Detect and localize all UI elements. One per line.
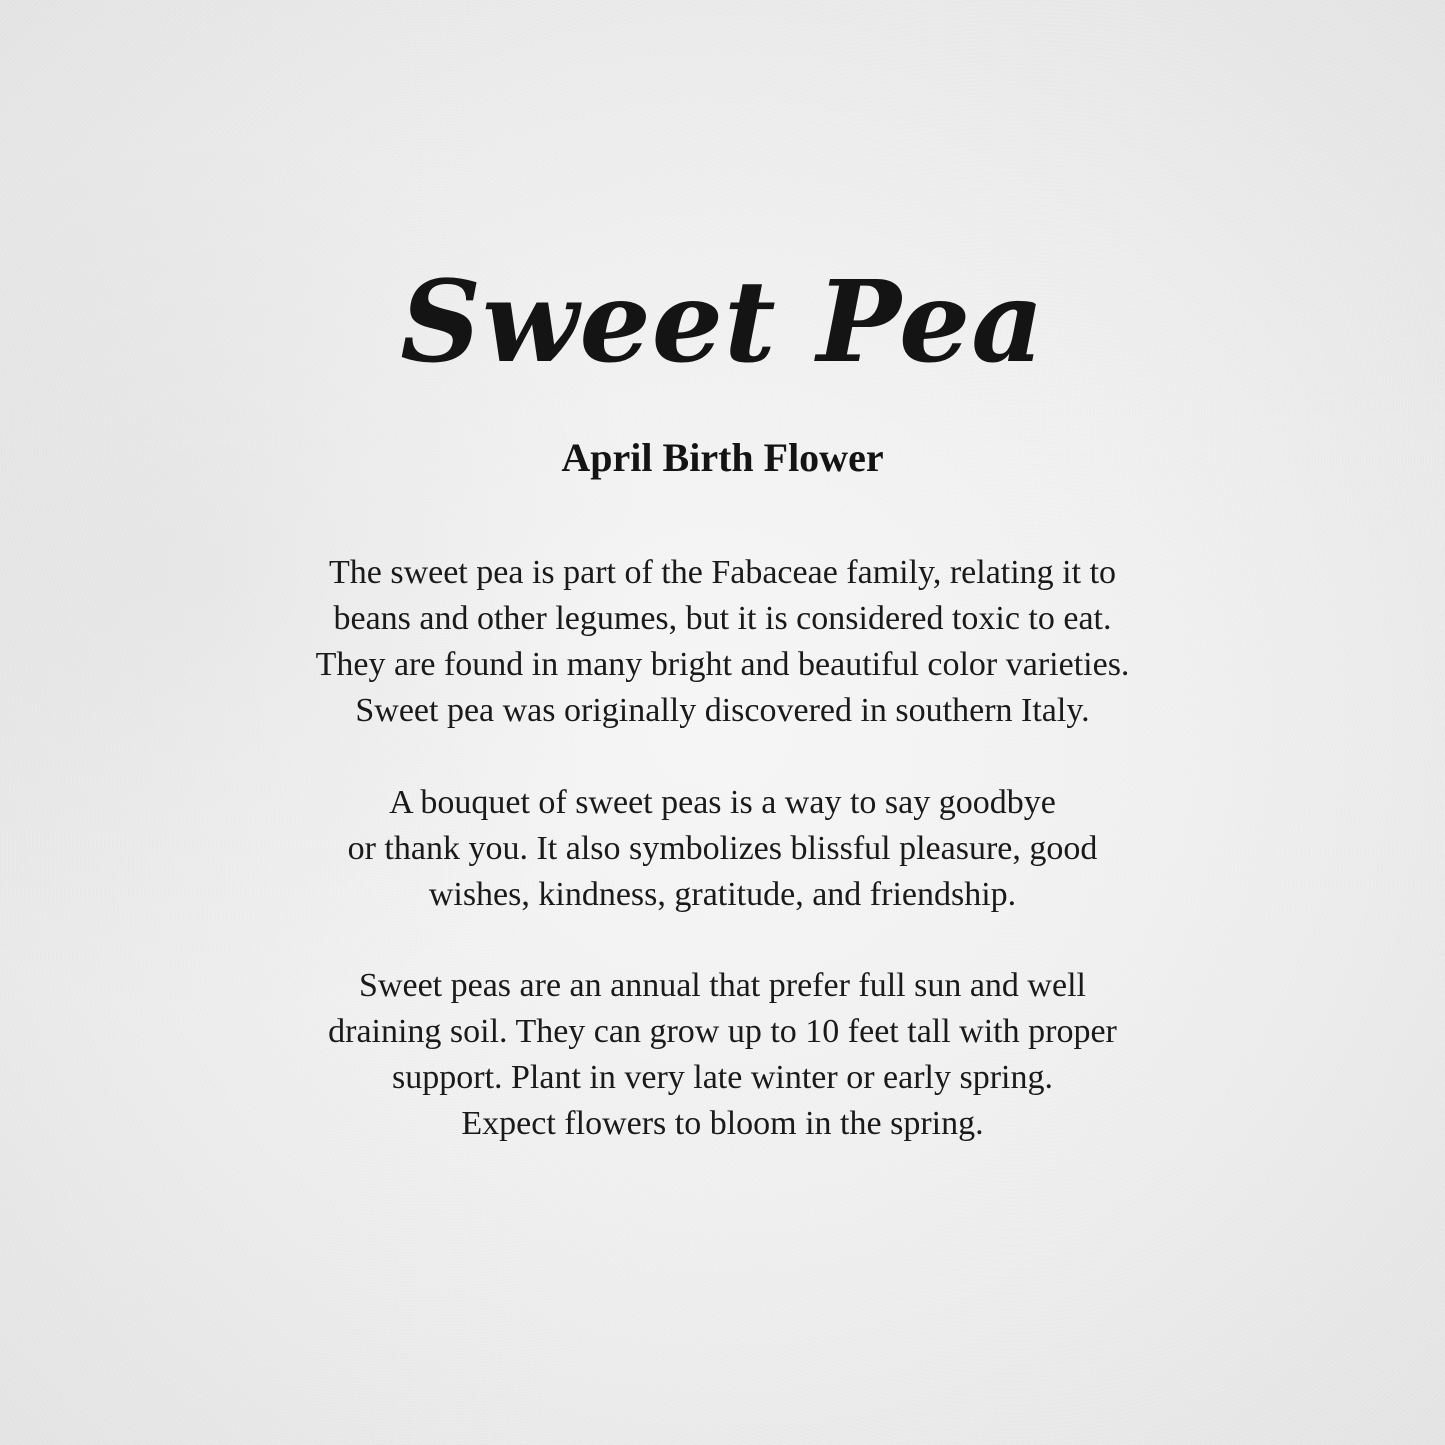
page-title: Sweet Pea <box>400 257 1045 388</box>
text-line: support. Plant in very late winter or early spring. <box>392 1059 1053 1096</box>
page-subtitle: April Birth Flower <box>561 435 884 480</box>
paragraph-family-origin <box>0 550 1445 734</box>
text-line: Expect flowers to bloom in the spring. <box>461 1105 984 1142</box>
paragraph-symbolism <box>0 780 1445 918</box>
text-line: They are found in many bright and beautiful color varieties. <box>315 646 1130 683</box>
text-line: draining soil. They can grow up to 10 feet tall with proper <box>328 1013 1117 1050</box>
text-line: wishes, kindness, gratitude, and friendship. <box>428 876 1017 913</box>
text-line: or thank you. It also symbolizes blissful pleasure, good <box>347 830 1098 867</box>
text-line: A bouquet of sweet peas is a way to say goodbye <box>389 784 1056 821</box>
paragraph-growing <box>0 963 1445 1147</box>
text-line: Sweet peas are an annual that prefer full sun and well <box>359 967 1086 1004</box>
text-line: Sweet pea was originally discovered in southern Italy. <box>355 692 1090 729</box>
text-line: The sweet pea is part of the Fabaceae family, relating it to <box>328 554 1117 591</box>
text-line: beans and other legumes, but it is considered toxic to eat. <box>333 600 1112 637</box>
